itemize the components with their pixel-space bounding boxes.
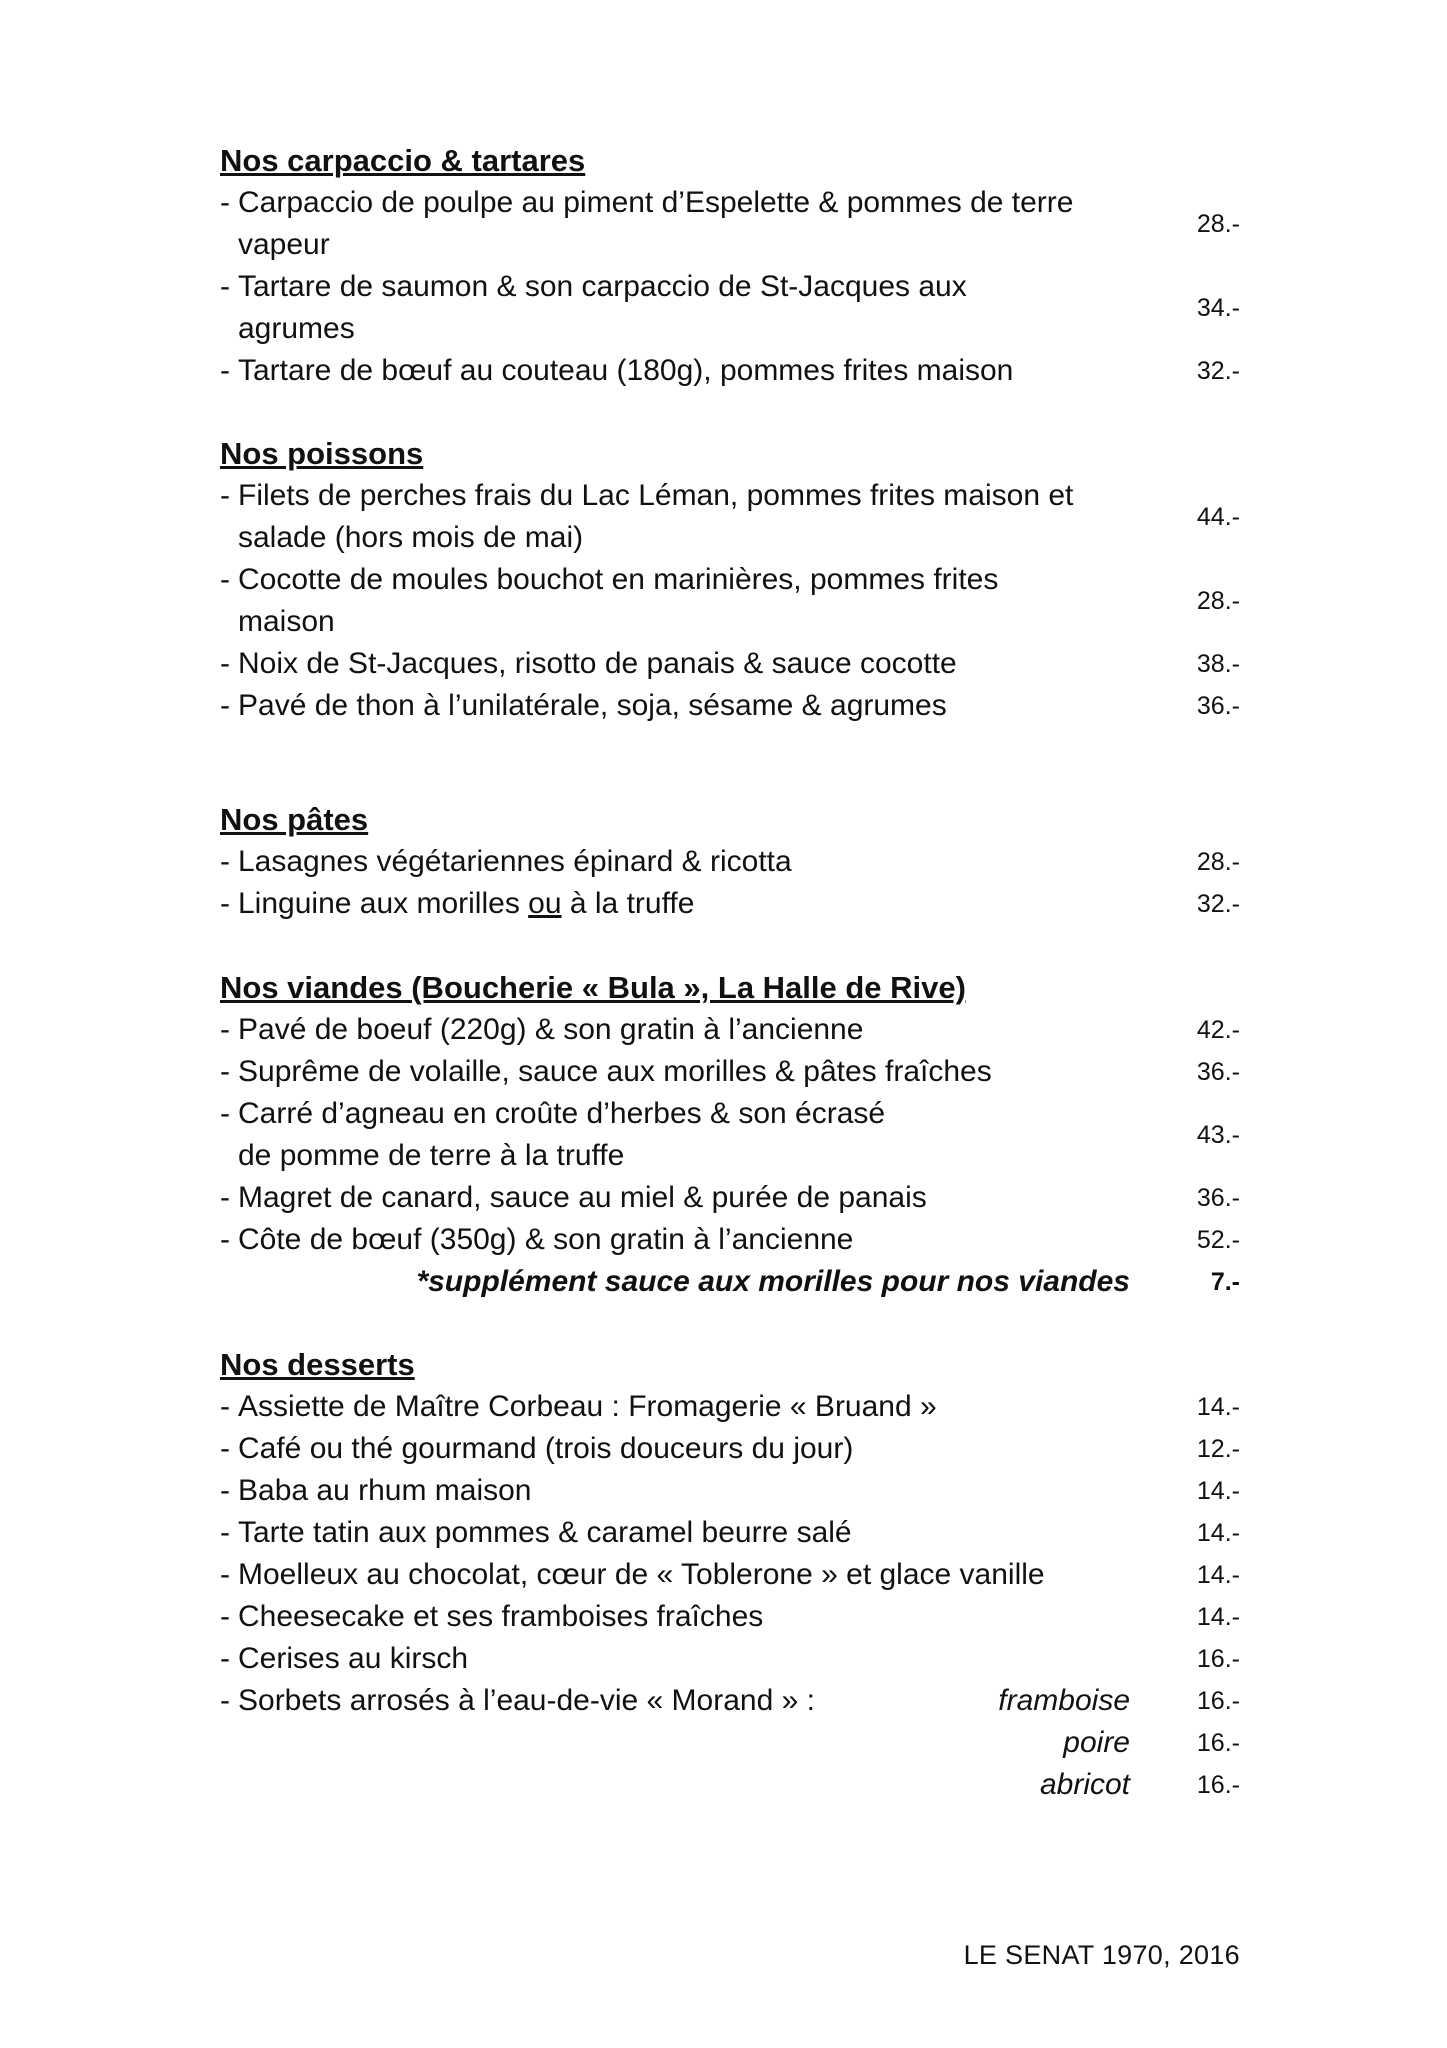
menu-item (220, 1512, 1240, 1554)
item-name: Côte de bœuf (350g) & son gratin à l’ancienne (238, 1223, 854, 1256)
item-name: Tartare de saumon & son carpaccio de St-Jacques aux (238, 270, 967, 303)
item-price: 14.- (1196, 1603, 1240, 1631)
sorbet-price: 16.- (1196, 1687, 1240, 1715)
item-price: 38.- (1196, 650, 1240, 678)
item-price: 52.- (1196, 1226, 1240, 1254)
item-price: 14.- (1196, 1561, 1240, 1589)
section-carpaccio (220, 140, 1240, 392)
item-name: Filets de perches frais du Lac Léman, pommes frites maison et (238, 479, 1074, 512)
menu-item (220, 1386, 1240, 1428)
item-dash: - (220, 1097, 230, 1130)
menu-item (220, 1428, 1240, 1470)
section-heading: Nos desserts (220, 1347, 415, 1382)
item-price: 36.- (1196, 1184, 1240, 1212)
item-name: Carré d’agneau en croûte d’herbes & son écrasé (238, 1097, 886, 1130)
item-price: 28.- (1196, 587, 1240, 615)
item-price: 34.- (1196, 294, 1240, 322)
item-name: Noix de St-Jacques, risotto de panais & sauce cocotte (238, 647, 957, 680)
item-dash: - (220, 1684, 230, 1717)
sorbet-price: 16.- (1196, 1771, 1240, 1799)
supplement-price: 7.- (1210, 1268, 1240, 1296)
section-pates (220, 799, 1240, 925)
section-heading: Nos carpaccio & tartares (220, 143, 586, 178)
item-dash: - (220, 1390, 230, 1423)
item-dash: - (220, 1516, 230, 1549)
item-price: 12.- (1196, 1435, 1240, 1463)
item-dash: - (220, 1600, 230, 1633)
item-name: Baba au rhum maison (238, 1474, 532, 1507)
item-dash: - (220, 1055, 230, 1088)
item-dash: - (220, 354, 230, 387)
item-dash: - (220, 1013, 230, 1046)
section-heading: Nos pâtes (220, 802, 369, 837)
item-name: Cerises au kirsch (238, 1642, 469, 1675)
menu-item (220, 685, 1240, 727)
item-name: Pavé de thon à l’unilatérale, soja, sésame & agrumes (238, 689, 947, 722)
item-dash: - (220, 1181, 230, 1214)
section-desserts (220, 1344, 1240, 1806)
item-dash: - (220, 479, 230, 512)
supplement-text: *supplément sauce aux morilles pour nos viandes (416, 1265, 1130, 1298)
item-name-continued: agrumes (238, 312, 355, 345)
item-name-continued: de pomme de terre à la truffe (238, 1139, 625, 1172)
item-dash: - (220, 1474, 230, 1507)
item-name-part: Linguine aux morilles (238, 887, 529, 920)
menu-item (220, 1177, 1240, 1219)
item-name-underlined: ou (528, 887, 562, 920)
item-dash: - (220, 1432, 230, 1465)
item-dash: - (220, 689, 230, 722)
sorbet-row (220, 1722, 1240, 1764)
item-name: Moelleux au chocolat, cœur de « Toblerone » et glace vanille (238, 1558, 1045, 1591)
section-viandes (220, 967, 1240, 1303)
item-price: 28.- (1196, 210, 1240, 238)
item-name: Café ou thé gourmand (trois douceurs du jour) (238, 1432, 854, 1465)
item-name-part: à la truffe (561, 887, 695, 920)
section-heading: Nos poissons (220, 436, 424, 471)
section-heading: Nos viandes (Boucherie « Bula », La Halle de Rive) (220, 970, 966, 1005)
item-name: Tarte tatin aux pommes & caramel beurre salé (238, 1516, 852, 1549)
item-name-continued: maison (238, 605, 335, 638)
item-price: 32.- (1196, 357, 1240, 385)
menu-item (220, 1638, 1240, 1680)
item-price: 32.- (1196, 890, 1240, 918)
item-name-continued: vapeur (238, 228, 330, 261)
sorbet-row (220, 1764, 1240, 1806)
item-price: 36.- (1196, 1058, 1240, 1086)
item-dash: - (220, 1558, 230, 1591)
item-dash: - (220, 1223, 230, 1256)
item-dash: - (220, 845, 230, 878)
menu-item (220, 182, 1240, 266)
item-name: Tartare de bœuf au couteau (180g), pommes frites maison (238, 354, 1014, 387)
item-name-continued: salade (hors mois de mai) (238, 521, 584, 554)
item-name: Lasagnes végétariennes épinard & ricotta (238, 845, 792, 878)
menu-item (220, 1219, 1240, 1261)
sorbet-row (220, 1680, 1240, 1722)
item-name: Cheesecake et ses framboises fraîches (238, 1600, 764, 1633)
supplement-row (220, 1261, 1240, 1303)
item-price: 44.- (1196, 503, 1240, 531)
item-price: 16.- (1196, 1645, 1240, 1673)
item-price: 14.- (1196, 1519, 1240, 1547)
sorbet-label: Sorbets arrosés à l’eau-de-vie « Morand » : (238, 1684, 815, 1717)
menu-item (220, 883, 1240, 925)
item-price: 43.- (1196, 1121, 1240, 1149)
menu-item (220, 559, 1240, 643)
menu-item (220, 1554, 1240, 1596)
item-price: 14.- (1196, 1393, 1240, 1421)
item-price: 42.- (1196, 1016, 1240, 1044)
item-dash: - (220, 887, 230, 920)
menu-item (220, 1051, 1240, 1093)
item-name: Carpaccio de poulpe au piment d’Espelette & pommes de terre (238, 186, 1074, 219)
sorbet-flavor: poire (1063, 1726, 1130, 1759)
item-dash: - (220, 647, 230, 680)
sorbet-price: 16.- (1196, 1729, 1240, 1757)
item-name: Cocotte de moules bouchot en marinières, pommes frites (238, 563, 999, 596)
menu-item (220, 1009, 1240, 1051)
menu-item (220, 643, 1240, 685)
item-price: 28.- (1196, 848, 1240, 876)
item-name: Pavé de boeuf (220g) & son gratin à l’ancienne (238, 1013, 864, 1046)
item-name: Magret de canard, sauce au miel & purée de panais (238, 1181, 927, 1214)
item-dash: - (220, 1642, 230, 1675)
menu-item (220, 350, 1240, 392)
item-price: 14.- (1196, 1477, 1240, 1505)
item-name (238, 883, 1138, 925)
item-name: Assiette de Maître Corbeau : Fromagerie « Bruand » (238, 1390, 937, 1423)
menu-item (220, 475, 1240, 559)
sorbet-flavor: framboise (998, 1684, 1130, 1717)
menu-item (220, 266, 1240, 350)
item-dash: - (220, 563, 230, 596)
item-dash: - (220, 270, 230, 303)
menu-item (220, 1596, 1240, 1638)
sorbet-flavor: abricot (1039, 1768, 1130, 1801)
menu-item (220, 1470, 1240, 1512)
item-price: 36.- (1196, 692, 1240, 720)
menu-item (220, 841, 1240, 883)
footer-text: LE SENAT 1970, 2016 (963, 1940, 1240, 1970)
item-dash: - (220, 186, 230, 219)
item-name: Suprême de volaille, sauce aux morilles & pâtes fraîches (238, 1055, 992, 1088)
menu-item (220, 1093, 1240, 1177)
section-poissons (220, 433, 1240, 727)
